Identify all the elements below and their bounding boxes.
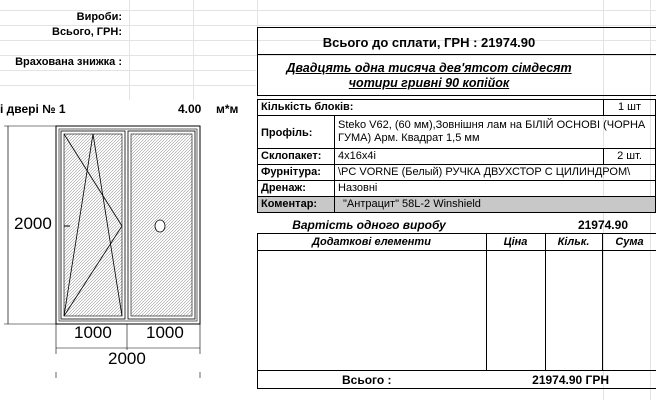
pay-divider (258, 54, 656, 55)
extras-col-line-2 (545, 233, 546, 370)
extras-total-top (257, 370, 656, 371)
dim-width-left: 1000 (74, 323, 112, 342)
extras-col-line-1 (486, 233, 487, 370)
extras-total-value: 21974.90 ГРН (532, 373, 609, 387)
glass-label: Склопакет: (257, 148, 335, 165)
drainage-value: Назовні (334, 180, 656, 197)
extras-header-elements: Додаткові елементи (312, 236, 431, 248)
extras-total-label: Всього : (342, 373, 392, 387)
total-label: Всього, ГРН: (52, 26, 122, 38)
unit-price-value: 21974.90 (577, 218, 628, 232)
extras-table (257, 233, 656, 389)
item-area: 4.00 (178, 102, 202, 116)
comment-label: Коментар: (257, 196, 335, 213)
blocks-value: 1 шт (603, 99, 656, 116)
extras-left-border (257, 233, 258, 389)
extras-header-price: Ціна (503, 236, 528, 248)
blocks-label: Кількість блоків: (257, 99, 604, 116)
item-title: і двері № 1 (0, 102, 66, 116)
extras-bottom-border (257, 388, 656, 389)
glass-value: 4x16x4i (334, 148, 604, 165)
drainage-label: Дренаж: (257, 180, 335, 197)
dim-height: 2000 (14, 214, 52, 233)
amount-in-words: Двадцять одна тисяча дев'ятсот сімдесят чотири гривні 90 копійок (286, 61, 572, 90)
products-label: Вироби: (76, 11, 122, 23)
dim-width-total: 2000 (108, 349, 146, 368)
item-area-unit: м*м (216, 102, 239, 116)
payment-box (257, 27, 656, 96)
glass-qty: 2 шт. (603, 148, 656, 165)
comment-value: "Антрацит" 58L-2 Winshield (334, 196, 656, 213)
extras-header-sum: Сума (615, 236, 644, 248)
pay-total-line: Всього до сплати, ГРН : 21974.90 (322, 35, 536, 50)
extras-header-bottom (257, 250, 656, 251)
dim-width-right: 1000 (146, 323, 184, 342)
hardware-label: Фурнітура: (257, 164, 335, 181)
extras-top-border (257, 233, 656, 234)
unit-price-label: Вартість одного виробу (292, 218, 446, 232)
extras-col-line-3 (602, 233, 603, 370)
profile-value: Steko V62, (60 мм),Зовнішня лам на БІЛІЙ ОСНОВІ (ЧОРНА ГУМА) Арм. Квадрат 1,5 мм (334, 115, 656, 149)
door-drawing (0, 118, 256, 380)
profile-label: Профіль: (257, 115, 335, 149)
hardware-value: \PC VORNE (Белый) РУЧКА ДВУХСТОР С ЦИЛИНДРОМ\ (334, 164, 656, 181)
discount-label: Врахована знижка : (15, 56, 122, 68)
extras-header-qty: Кільк. (557, 236, 590, 248)
